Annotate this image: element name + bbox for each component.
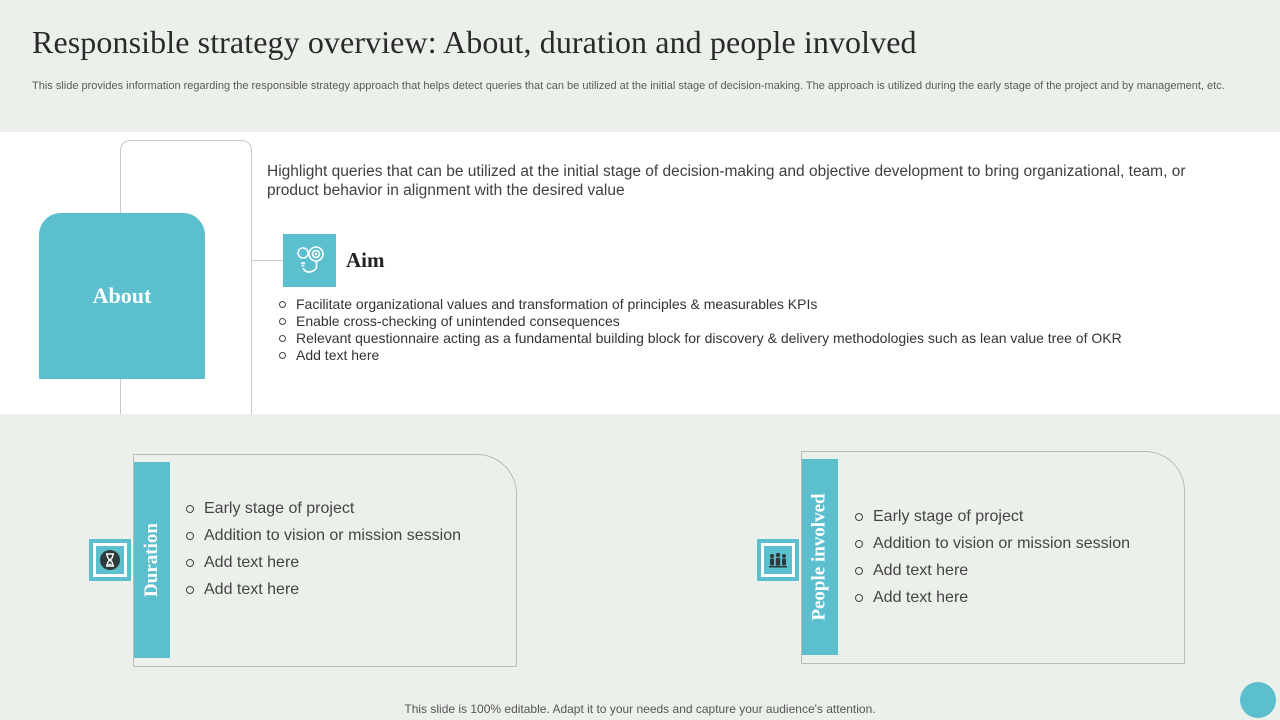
bullet-circle-icon [855, 513, 863, 521]
duration-list [186, 495, 461, 603]
bullet-circle-icon [855, 594, 863, 602]
duration-label: Duration [141, 523, 162, 597]
list-item: Early stage of project [186, 495, 461, 522]
bullet-circle-icon [279, 352, 286, 359]
list-item: Addition to vision or mission session [855, 530, 1130, 557]
list-item: Add text here [855, 584, 1130, 611]
people-list [855, 503, 1130, 611]
bullet-circle-icon [186, 532, 194, 540]
people-strip [802, 459, 838, 655]
list-item: Facilitate organizational values and transformation of principles & measurables KPIs [279, 296, 1122, 313]
list-item: Add text here [279, 347, 1122, 364]
bullet-circle-icon [186, 505, 194, 513]
aim-list [279, 296, 1122, 364]
list-item: Early stage of project [855, 503, 1130, 530]
about-highlight-text: Highlight queries that can be utilized at the initial stage of decision-making and objective development to bring organizational, team, or product behavior in alignment with the desired value [267, 163, 1186, 199]
footer-note: This slide is 100% editable. Adapt it to your needs and capture your audience's attention. [404, 702, 876, 716]
duration-icon-box [89, 539, 131, 581]
hourglass-icon [96, 546, 124, 574]
corner-circle-decoration [1240, 682, 1276, 718]
aim-connector-line [252, 260, 283, 261]
bullet-circle-icon [186, 559, 194, 567]
duration-strip [134, 462, 170, 658]
page-title: Responsible strategy overview: About, duration and people involved [32, 24, 917, 60]
list-item: Add text here [855, 557, 1130, 584]
bullet-circle-icon [855, 567, 863, 575]
bullet-circle-icon [855, 540, 863, 548]
list-item: Add text here [186, 549, 461, 576]
bullet-circle-icon [279, 335, 286, 342]
lightbulb-target-icon [283, 234, 336, 287]
people-icon-box [757, 539, 799, 581]
about-label: About [92, 283, 152, 308]
people-group-icon [764, 546, 792, 574]
about-box [39, 213, 205, 379]
people-label: People involved [809, 493, 831, 621]
list-item: Addition to vision or mission session [186, 522, 461, 549]
aim-title: Aim [346, 248, 385, 272]
bullet-circle-icon [279, 301, 286, 308]
bullet-circle-icon [279, 318, 286, 325]
page-subtitle: This slide provides information regarding the responsible strategy approach that helps detect queries that can be utilized at the initial stage of decision-making. The approach is utilized during the early stage of the project and by management, etc. [32, 80, 1225, 92]
list-item: Enable cross-checking of unintended consequences [279, 313, 1122, 330]
list-item: Relevant questionnaire acting as a fundamental building block for discovery & delivery methodologies such as lean value tree of OKR [279, 330, 1122, 347]
bullet-circle-icon [186, 586, 194, 594]
list-item: Add text here [186, 576, 461, 603]
